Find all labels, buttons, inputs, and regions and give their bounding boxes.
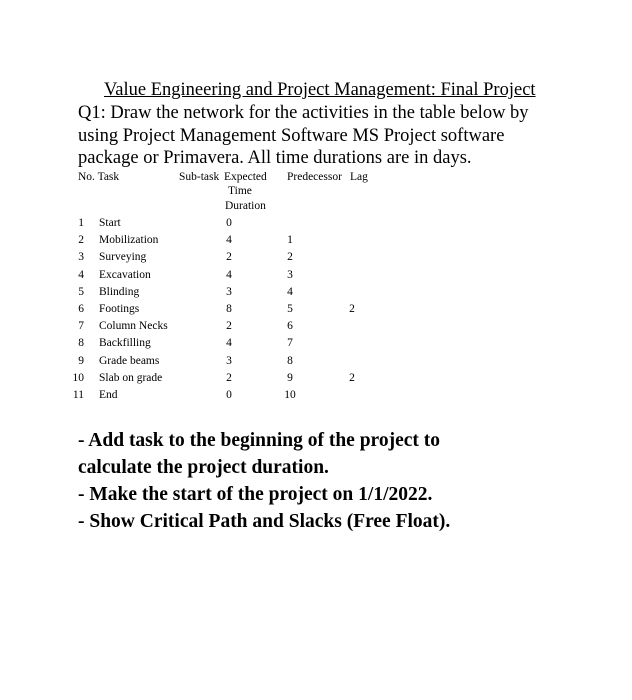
cell-no: 8 <box>78 337 84 350</box>
cell-task: Surveying <box>99 251 147 264</box>
instruction-line: calculate the project duration. <box>78 457 329 478</box>
cell-no: 5 <box>78 285 84 298</box>
header-no-task: No. Task <box>78 171 120 183</box>
cell-task: Mobilization <box>99 234 159 247</box>
cell-duration: 4 <box>226 234 232 247</box>
cell-duration: 0 <box>226 389 232 401</box>
instruction-line: - Make the start of the project on 1/1/2022. <box>78 484 433 505</box>
instruction-line: - Add task to the beginning of the project to <box>78 430 441 451</box>
cell-duration: 0 <box>226 217 232 229</box>
cell-predecessor: 5 <box>287 303 293 315</box>
cell-duration: 2 <box>226 320 232 333</box>
cell-no: 2 <box>78 234 84 247</box>
question-line: using Project Management Software MS Project software <box>78 125 505 146</box>
header-subtask: Sub-task <box>179 171 220 183</box>
cell-task: Footings <box>99 303 140 315</box>
cell-predecessor: 2 <box>287 251 293 264</box>
cell-predecessor: 10 <box>284 389 296 401</box>
cell-task: Excavation <box>99 268 151 281</box>
cell-no: 4 <box>78 268 84 281</box>
cell-task: Slab on grade <box>99 371 163 384</box>
cell-duration: 3 <box>226 354 232 367</box>
question-line: package or Primavera. All time durations are in days. <box>78 148 472 168</box>
cell-task: Blinding <box>99 285 140 298</box>
cell-no: 3 <box>78 251 84 264</box>
header-lag: Lag <box>350 171 368 183</box>
instructions <box>78 427 598 535</box>
cell-no: 7 <box>78 320 84 333</box>
cell-predecessor: 3 <box>287 268 293 281</box>
header-predecessor: Predecessor <box>287 171 342 183</box>
cell-task: End <box>99 389 118 401</box>
header-time: Time <box>228 185 252 197</box>
cell-predecessor: 9 <box>287 371 293 384</box>
cell-no: 11 <box>72 389 84 401</box>
cell-predecessor: 8 <box>287 354 293 367</box>
cell-no: 10 <box>72 371 84 384</box>
cell-duration: 2 <box>226 371 232 384</box>
cell-no: 1 <box>78 217 84 229</box>
cell-predecessor: 7 <box>287 337 293 350</box>
cell-predecessor: 6 <box>287 320 293 333</box>
cell-predecessor: 1 <box>287 234 293 247</box>
cell-task: Column Necks <box>99 320 168 333</box>
cell-no: 9 <box>78 354 84 367</box>
question-text <box>78 102 578 170</box>
question-line: Q1: Draw the network for the activities in the table below by <box>78 103 529 123</box>
cell-no: 6 <box>78 303 84 315</box>
cell-duration: 4 <box>226 337 232 350</box>
cell-duration: 4 <box>226 268 232 281</box>
cell-duration: 2 <box>226 251 232 264</box>
header-expected: Expected <box>224 171 267 183</box>
page-title: Value Engineering and Project Management: Final Project <box>104 80 536 100</box>
cell-task: Start <box>99 217 121 229</box>
cell-lag: 2 <box>349 303 355 315</box>
cell-duration: 3 <box>226 285 232 298</box>
cell-duration: 8 <box>226 303 232 315</box>
cell-predecessor: 4 <box>287 285 293 298</box>
cell-task: Backfilling <box>99 337 151 350</box>
instruction-line: - Show Critical Path and Slacks (Free Float). <box>78 511 451 532</box>
header-duration: Duration <box>225 200 266 212</box>
cell-lag: 2 <box>349 371 355 384</box>
cell-task: Grade beams <box>99 354 160 367</box>
